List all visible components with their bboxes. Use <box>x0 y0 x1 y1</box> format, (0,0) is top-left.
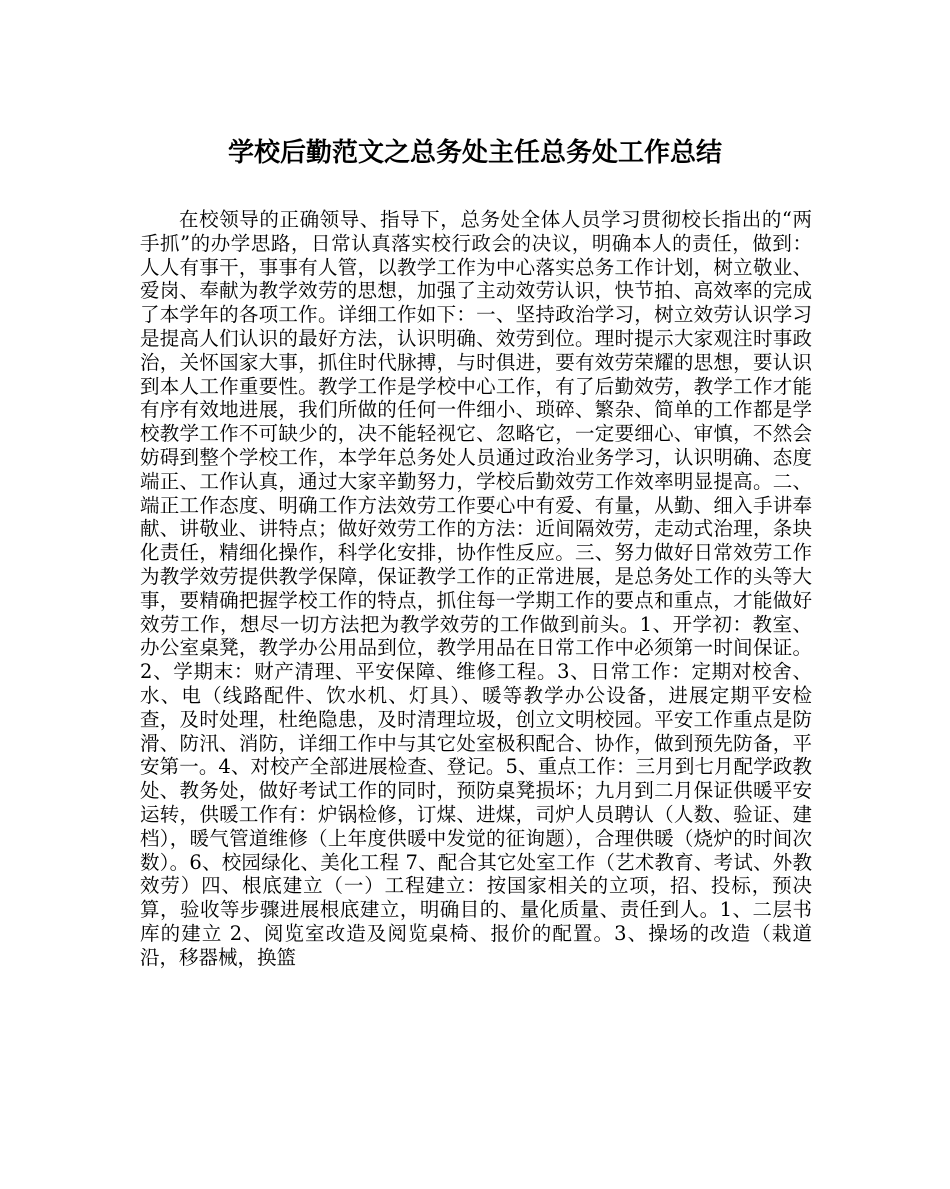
document-title: 学校后勤范文之总务处主任总务处工作总结 <box>227 138 722 168</box>
document-body-paragraph: 在校领导的正确领导、指导下，总务处全体人员学习贯彻校长指出的“两手抓”的办学思路，日常认真落实校行政会的决议，明确本人的责任，做到：人人有事干，事事有人管，以教学工作为中心落实总务工作计划，树立敬业、爱岗、奉献为教学效劳的思想，加强了主动效劳认识，快节拍、高效率的完成了本学年的各项工作。详细工作如下：一、坚持政治学习，树立效劳认识学习是提高人们认识的最好方法，认识明确、效劳到位。理时提示大家观注时事政治，关怀国家大事，抓住时代脉搏，与时俱进，要有效劳荣耀的思想，要认识到本人工作重要性。教学工作是学校中心工作，有了后勤效劳，教学工作才能有序有效地进展，我们所做的任何一件细小、琐碎、繁杂、简单的工作都是学校教学工作不可缺少的，决不能轻视它、忽略它，一定要细心、审慎，不然会妨碍到整个学校工作，本学年总务处人员通过政治业务学习，认识明确、态度端正、工作认真，通过大家辛勤努力，学校后勤效劳工作效率明显提高。二、端正工作态度、明确工作方法效劳工作要心中有爱、有量，从勤、细入手讲奉献、讲敬业、讲特点；做好效劳工作的方法：近间隔效劳，走动式治理，条块化责任，精细化操作，科学化安排，协作性反应。三、努力做好日常效劳工作为教学效劳提供教学保障，保证教学工作的正常进展，是总务处工作的头等大事，要精确把握学校工作的特点，抓住每一学期工作的要点和重点，才能做好效劳工作，想尽一切方法把为教学效劳的工作做到前头。1、开学初：教室、办公室桌凳，教学办公用品到位，教学用品在日常工作中必须第一时间保证。2、学期末：财产清理、平安保障、维修工程。3、日常工作：定期对校舍、水、电（线路配件、饮水机、灯具）、暖等教学办公设备，进展定期平安检查，及时处理，杜绝隐患，及时清理垃圾，创立文明校园。平安工作重点是防滑、防汛、消防，详细工作中与其它处室极积配合、协作，做到预先防备，平安第一。4、对校产全部进展检查、登记。5、重点工作：三月到七月配学政教处、教务处，做好考试工作的同时，预防桌凳损坏；九月到二月保证供暖平安运转，供暖工作有：炉锅检修，订煤、进煤，司炉人员聘认（人数、验证、建档），暖气管道维修（上年度供暖中发觉的征询题），合理供暖（烧炉的时间次数）。6、校园绿化、美化工程 7、配合其它处室工作（艺术教育、考试、外教效劳）四、根底建立（一）工程建立：按国家相关的立项，招、投标，预决算，验收等步骤进展根底建立，明确目的、量化质量、责任到人。1、二层书库的建立 2、阅览室改造及阅览桌椅、报价的配置。3、操场的改造（栽道沿，移器械，换篮 <box>140 208 812 969</box>
